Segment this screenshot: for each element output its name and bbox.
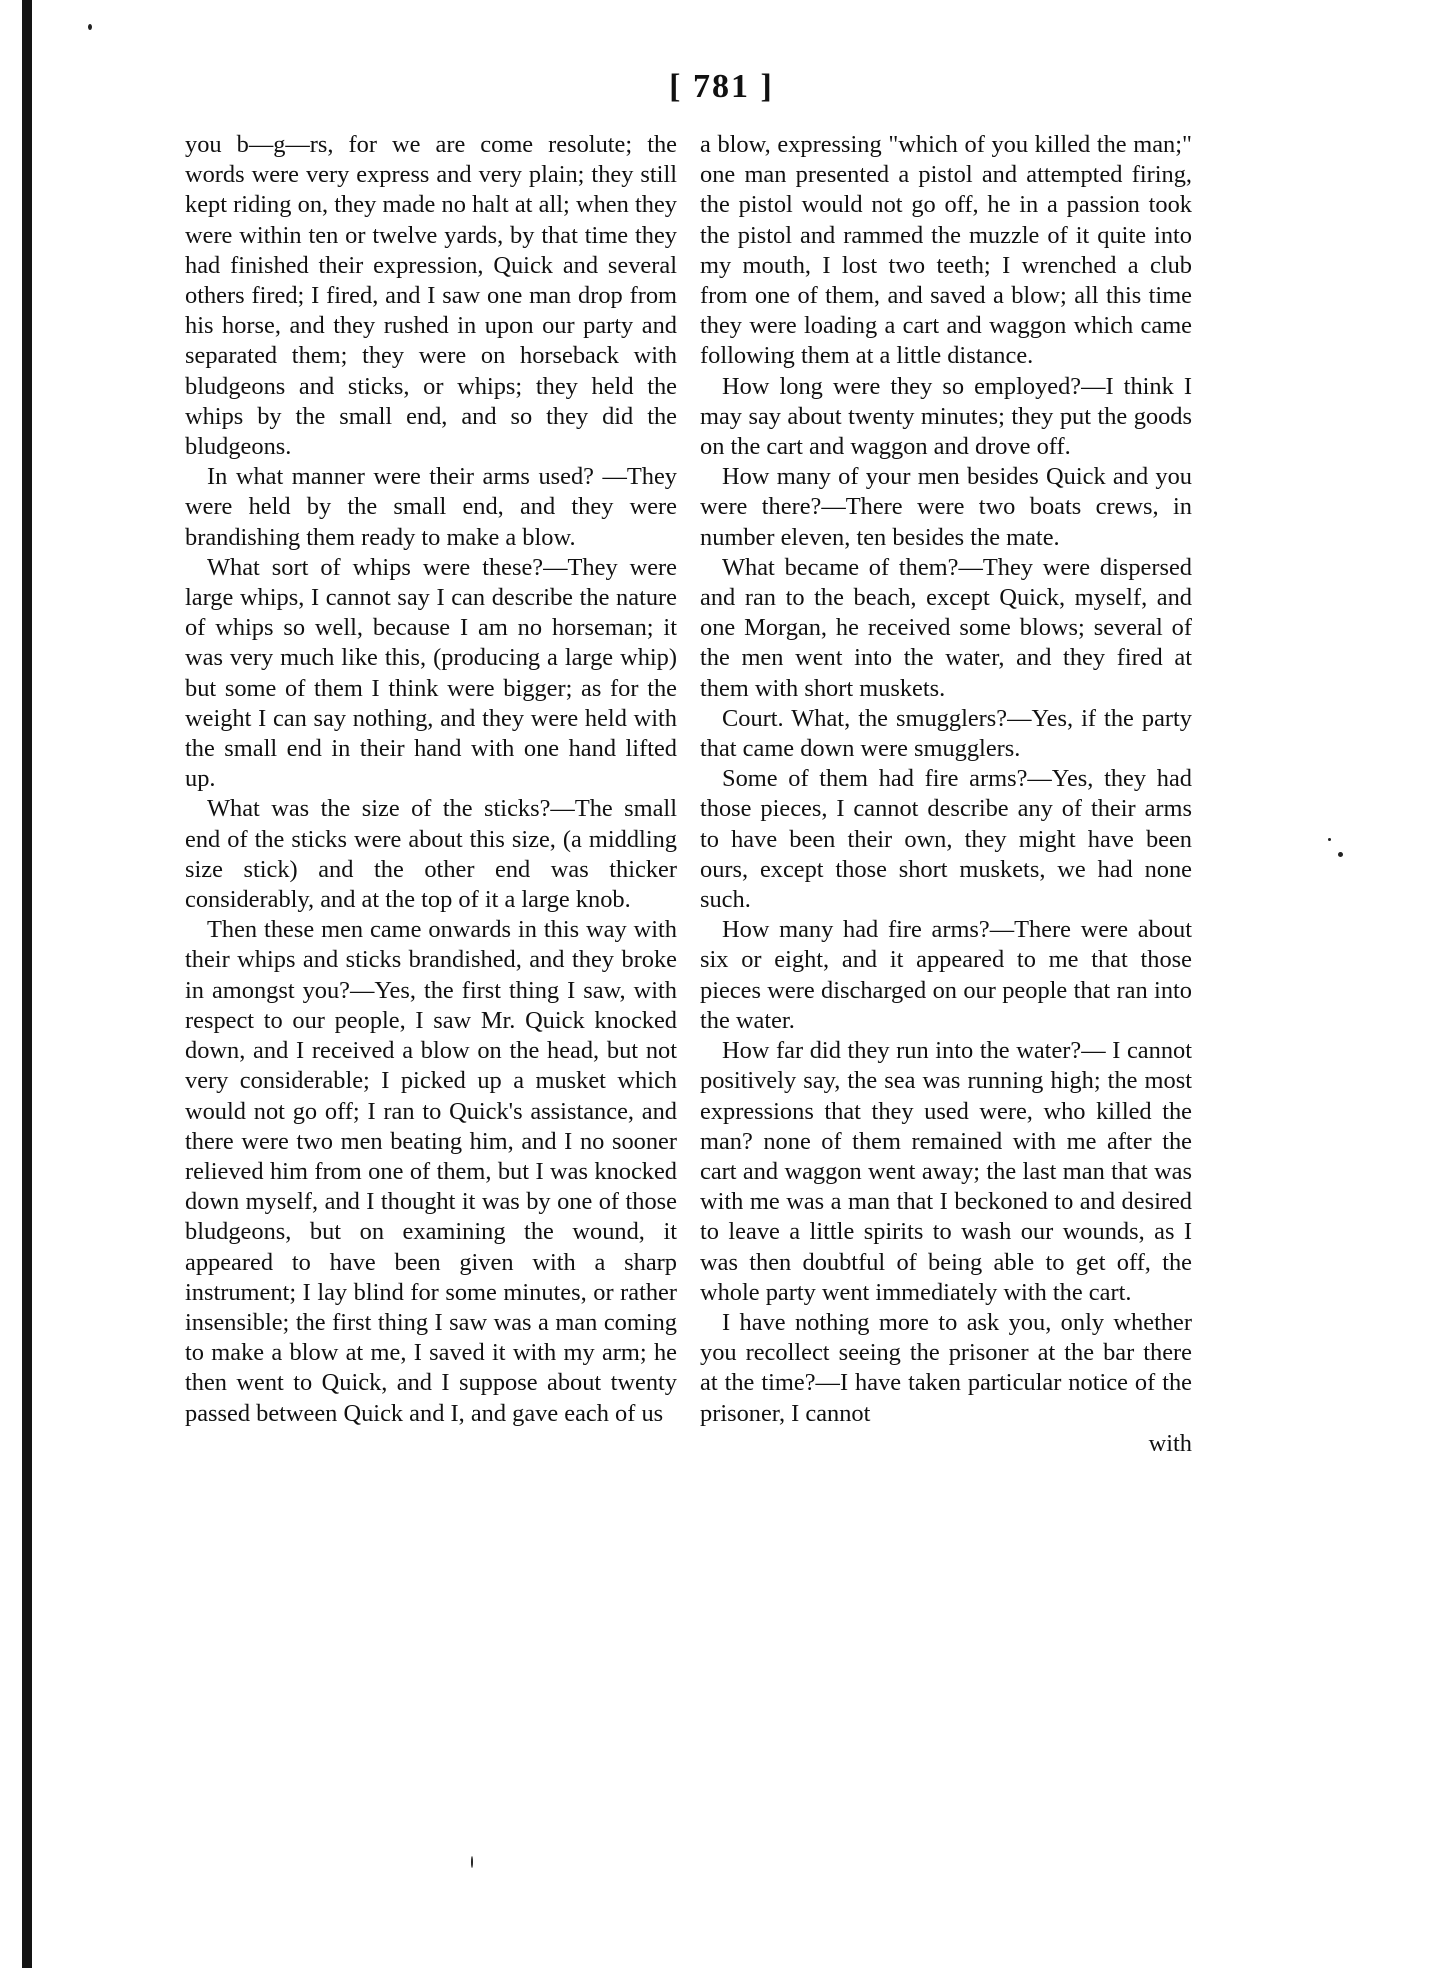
left-column [185,130,677,1429]
paragraph: How many had fire arms?—There were about six or eight, and it appeared to me that those pieces were discharged on our people that ran into the water. [700,916,1192,1034]
paragraph: Then these men came onwards in this way with their whips and sticks brandished, and they broke in amongst you?—Yes, the first thing I saw, with respect to our people, I saw Mr. Quick knocked down, and I received a blow on the head, but not very considerable; I picked up a musket which would not go off; I ran to Quick's assistance, and there were two men beating him, and I no sooner relieved him from one of them, but I was knocked down myself, and I thought it was by one of those bludgeons, but on examining the wound, it appeared to have been given with a sharp instrument; I lay blind for some minutes, or rather insensible; the first thing I saw was a man coming to make a blow at me, I saved it with my arm; he then went to Quick, and I suppose about twenty passed between Quick and I, and gave each of us [185,916,677,1427]
paragraph: I have nothing more to ask you, only whether you recollect seeing the prisoner at the bar there at the time?—I have taken particular notice of the prisoner, I cannot [700,1308,1192,1427]
right-column [700,130,1192,1459]
paragraph: a blow, expressing "which of you killed the man;" one man presented a pistol and attempted firing, the pistol would not go off, he in a passion took the pistol and rammed the muzzle of it quite into my mouth, I lost two teeth; I wrenched a club from one of them, and saved a blow; all this time they were loading a cart and waggon which came following them at a little distance. [700,131,1192,370]
ink-speck [88,24,92,30]
page-number: [ 781 ] [669,68,774,105]
paragraph: Court. What, the smugglers?—Yes, if the party that came down were smugglers. [700,704,1192,763]
paragraph: What sort of whips were these?—They were large whips, I cannot say I can describe the nature of whips so well, because I am no horseman; it was very much like this, (producing a large whip) but some of them I think were bigger; as for the weight I can say nothing, and they were held with the small end in their hand with one hand lifted up. [185,553,677,793]
paragraph: you b—g—rs, for we are come resolute; the words were very express and very plain; they still kept riding on, they made no halt at all; when they were within ten or twelve yards, by that time they had finished their expression, Quick and several others fired; I fired, and I saw one man drop from his horse, and they rushed in upon our party and separated them; they were on horseback with bludgeons and sticks, or whips; they held the whips by the small end, and so they did the bludgeons. [185,131,677,461]
paragraph: How far did they run into the water?— I cannot positively say, the sea was running high; the most expressions that they used were, who killed the man? none of them remained with me after the cart and waggon went away; the last man that was with me was a man that I beckoned to and desired to leave a little spirits to wash our wounds, as I was then doubtful of being able to get off, the whole party went immediately with the cart. [700,1037,1192,1306]
ink-speck [1328,838,1331,841]
paragraph: Some of them had fire arms?—Yes, they had those pieces, I cannot describe any of their arms to have been their own, they might have been ours, except those short muskets, we had none such. [700,765,1192,914]
binding-edge [22,0,32,1968]
ink-speck [1338,852,1343,857]
paragraph: In what manner were their arms used? —They were held by the small end, and they were brandishing them ready to make a blow. [185,463,677,551]
paragraph: What was the size of the sticks?—The small end of the sticks were about this size, (a middling size stick) and the other end was thicker considerably, and at the top of it a large knob. [185,795,677,914]
paragraph: How many of your men besides Quick and you were there?—There were two boats crews, in number eleven, ten besides the mate. [700,463,1192,551]
ink-speck [471,1856,473,1868]
paragraph: How long were they so employed?—I think I may say about twenty minutes; they put the goods on the cart and waggon and drove off. [700,372,1192,461]
paragraph: What became of them?—They were dispersed and ran to the beach, except Quick, myself, and one Morgan, he received some blows; several of the men went into the water, and they fired at them with short muskets. [700,553,1192,702]
catchword: with [1148,1429,1192,1457]
